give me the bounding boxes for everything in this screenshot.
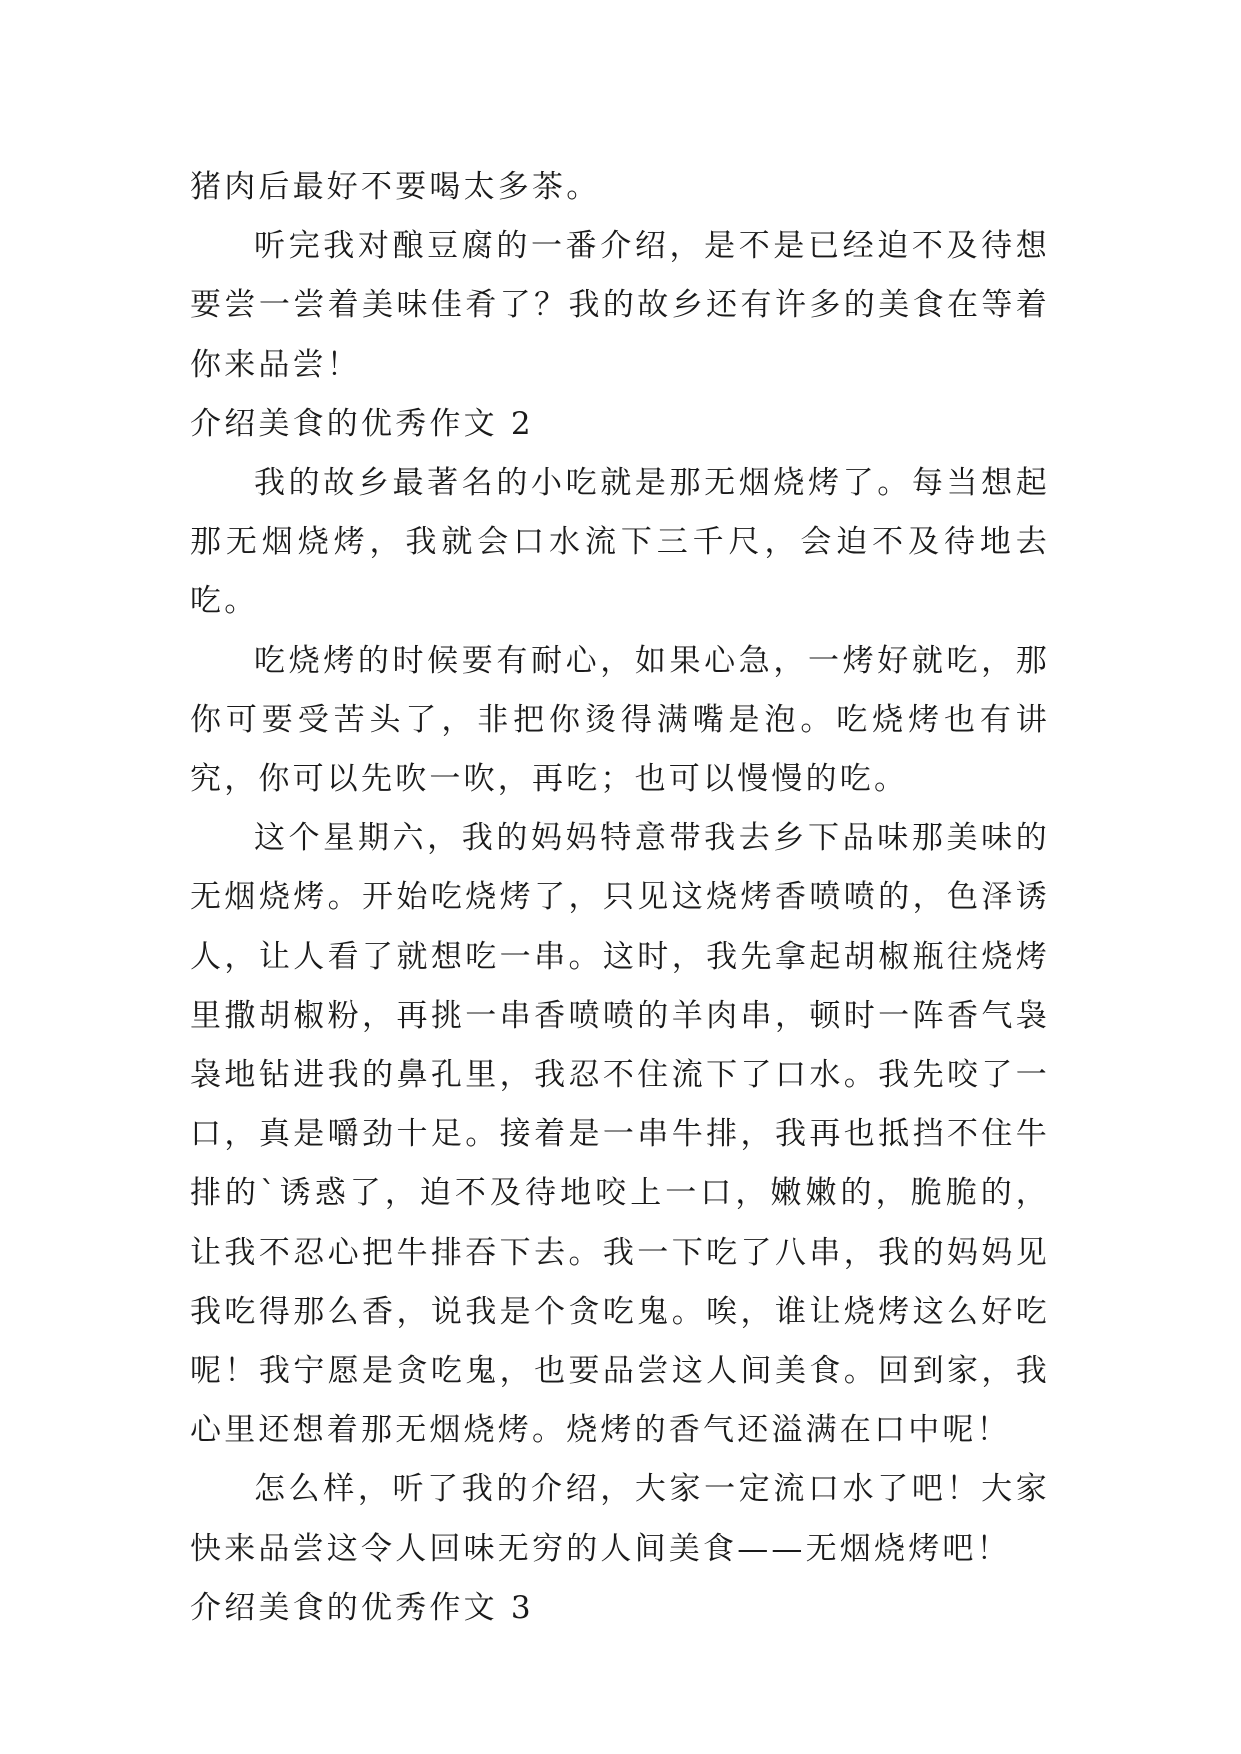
- paragraph: 吃烧烤的时候要有耐心，如果心急，一烤好就吃，那你可要受苦头了，非把你烫得满嘴是泡。吃烧烤也有讲究，你可以先吹一吹，再吃；也可以慢慢的吃。: [190, 642, 1050, 798]
- document-body: [190, 158, 1050, 1638]
- section-heading: 介绍美食的优秀作文 2: [190, 405, 534, 442]
- paragraph: 这个星期六，我的妈妈特意带我去乡下品味那美味的无烟烧烤。开始吃烧烤了，只见这烧烤香喷喷的，色泽诱人，让人看了就想吃一串。这时，我先拿起胡椒瓶往烧烤里撒胡椒粉，再挑一串香喷喷的羊肉串，顿时一阵香气袅袅地钻进我的鼻孔里，我忍不住流下了口水。我先咬了一口，真是嚼劲十足。接着是一串牛排，我再也抵挡不住牛排的`诱惑了，迫不及待地咬上一口，嫩嫩的，脆脆的，让我不忍心把牛排吞下去。我一下吃了八串，我的妈妈见我吃得那么香，说我是个贪吃鬼。唉，谁让烧烤这么好吃呢！我宁愿是贪吃鬼，也要品尝这人间美食。回到家，我心里还想着那无烟烧烤。烧烤的香气还溢满在口中呢！: [190, 820, 1050, 1449]
- paragraph: 听完我对酿豆腐的一番介绍，是不是已经迫不及待想要尝一尝着美味佳肴了？我的故乡还有许多的美食在等着你来品尝！: [190, 228, 1050, 383]
- paragraph: 怎么样，听了我的介绍，大家一定流口水了吧！大家快来品尝这令人回味无穷的人间美食——无烟烧烤吧！: [190, 1471, 1050, 1567]
- paragraph: 我的故乡最著名的小吃就是那无烟烧烤了。每当想起那无烟烧烤，我就会口水流下三千尺，会迫不及待地去吃。: [190, 465, 1050, 620]
- section-heading: 介绍美食的优秀作文 3: [190, 1589, 534, 1626]
- paragraph-continuation: 猪肉后最好不要喝太多茶。: [190, 169, 601, 205]
